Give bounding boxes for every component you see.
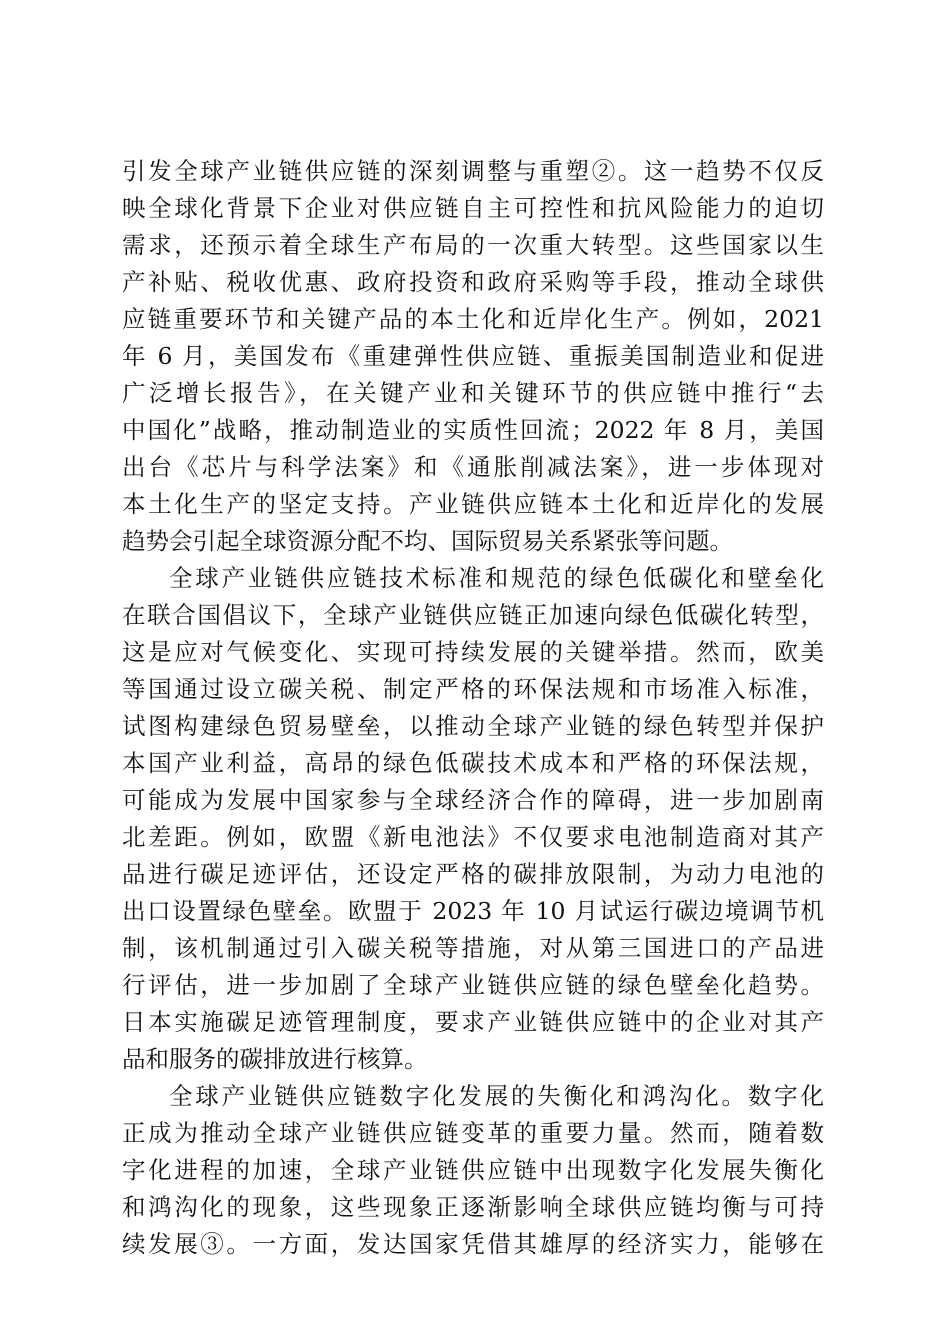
- text-line: 映全球化背景下企业对供应链自主可控性和抗风险能力的迫切: [122, 194, 824, 222]
- text-line: 和鸿沟化的现象，这些现象正逐渐影响全球供应链均衡与可持: [122, 1193, 824, 1221]
- paragraph-2: [122, 560, 824, 1078]
- text-line: 试图构建绿色贸易壁垒，以推动全球产业链的绿色转型并保护: [122, 712, 824, 740]
- text-line: 品进行碳足迹评估，还设定严格的碳排放限制，为动力电池的: [122, 860, 824, 888]
- paragraph-3: [122, 1078, 824, 1263]
- paragraph-heading-line: 全球产业链供应链数字化发展的失衡化和鸿沟化。数字化: [169, 1082, 824, 1110]
- text-line: 字化进程的加速，全球产业链供应链中出现数字化发展失衡化: [122, 1156, 824, 1184]
- text-line: 可能成为发展中国家参与全球经济合作的障碍，进一步加剧南: [122, 786, 824, 814]
- text-line: 北差距。例如，欧盟《新电池法》不仅要求电池制造商对其产: [122, 823, 824, 851]
- paragraph-1: [122, 153, 824, 560]
- text-line: 日本实施碳足迹管理制度，要求产业链供应链中的企业对其产: [122, 1008, 824, 1036]
- text-line: 正成为推动全球产业链供应链变革的重要力量。然而，随着数: [122, 1119, 824, 1147]
- text-line: 在联合国倡议下，全球产业链供应链正加速向绿色低碳化转型，: [122, 601, 824, 629]
- text-line: 广泛增长报告》，在关键产业和关键环节的供应链中推行“去: [122, 379, 824, 407]
- text-line: 需求，还预示着全球生产布局的一次重大转型。这些国家以生: [122, 231, 824, 259]
- text-line: 产补贴、税收优惠、政府投资和政府采购等手段，推动全球供: [122, 268, 824, 296]
- text-line: 中国化”战略，推动制造业的实质性回流；2022 年 8 月，美国: [122, 416, 824, 444]
- text-line: 引发全球产业链供应链的深刻调整与重塑②。这一趋势不仅反: [122, 157, 824, 185]
- text-line: 年 6 月，美国发布《重建弹性供应链、重振美国制造业和促进: [122, 342, 824, 370]
- text-line: 行评估，进一步加剧了全球产业链供应链的绿色壁垒化趋势。: [122, 971, 824, 999]
- text-line: 出口设置绿色壁垒。欧盟于 2023 年 10 月试运行碳边境调节机: [122, 897, 824, 925]
- text-line: 续发展③。一方面，发达国家凭借其雄厚的经济实力，能够在: [122, 1230, 824, 1258]
- text-line: 制，该机制通过引入碳关税等措施，对从第三国进口的产品进: [122, 934, 824, 962]
- text-line: 出台《芯片与科学法案》和《通胀削减法案》，进一步体现对: [122, 453, 824, 481]
- body-text: [122, 153, 824, 1263]
- text-line: 趋势会引起全球资源分配不均、国际贸易关系紧张等问题。: [122, 527, 733, 555]
- text-line: 品和服务的碳排放进行核算。: [122, 1045, 428, 1073]
- text-line: 这是应对气候变化、实现可持续发展的关键举措。然而，欧美: [122, 638, 824, 666]
- paragraph-heading-line: 全球产业链供应链技术标准和规范的绿色低碳化和壁垒化: [169, 564, 824, 592]
- text-line: 等国通过设立碳关税、制定严格的环保法规和市场准入标准，: [122, 675, 824, 703]
- text-line: 本国产业利益，高昂的绿色低碳技术成本和严格的环保法规，: [122, 749, 824, 777]
- text-line: 本土化生产的坚定支持。产业链供应链本土化和近岸化的发展: [122, 490, 824, 518]
- text-line: 应链重要环节和关键产品的本土化和近岸化生产。例如，2021: [122, 305, 824, 333]
